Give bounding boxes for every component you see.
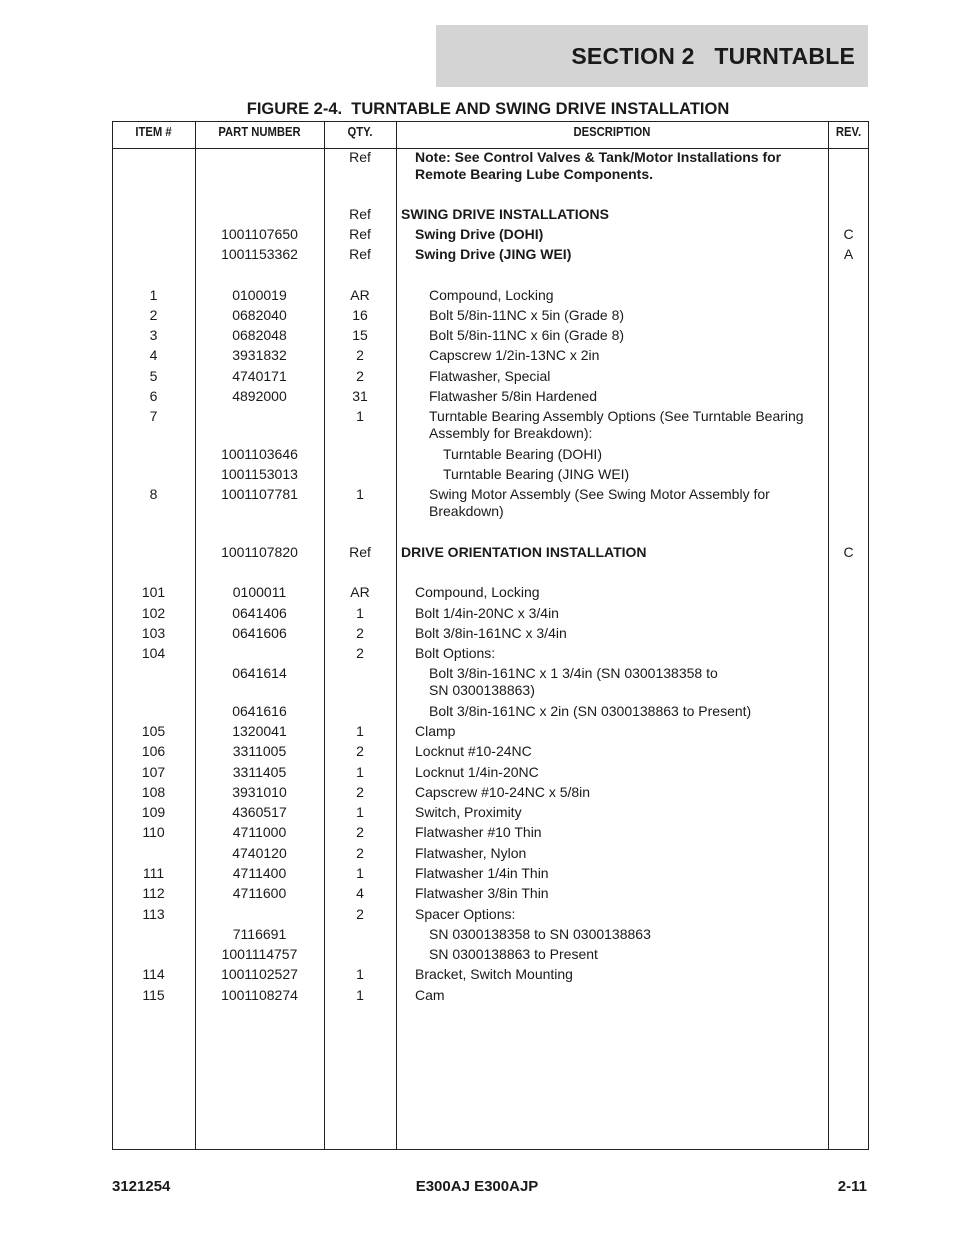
- item-number-cell: 3: [149, 327, 158, 343]
- figure-title: FIGURE 2-4. TURNTABLE AND SWING DRIVE INSTALLATION: [246, 100, 730, 118]
- rev-cell: A: [843, 246, 854, 262]
- part-number-cell: 0682048: [232, 327, 287, 343]
- qty-cell: 2: [356, 824, 364, 840]
- part-number-cell: 1001114757: [221, 946, 298, 962]
- description-cell: Flatwasher 3/8in Thin: [415, 885, 549, 901]
- column-header-part-number: PART NUMBER: [218, 125, 301, 139]
- description-cell: Bolt 5/8in-11NC x 6in (Grade 8): [429, 327, 625, 343]
- part-number-cell: 4711600: [232, 885, 287, 901]
- qty-cell: 31: [352, 388, 368, 404]
- part-number-cell: 1001153013: [221, 466, 298, 482]
- qty-cell: 16: [352, 307, 368, 323]
- rev-cell: C: [843, 226, 854, 242]
- qty-cell: Ref: [349, 226, 371, 242]
- column-divider: [396, 121, 397, 1150]
- qty-cell: 2: [356, 368, 364, 384]
- part-number-cell: 4740171: [232, 368, 287, 384]
- qty-cell: 2: [356, 845, 364, 861]
- item-number-cell: 101: [141, 584, 166, 600]
- item-number-cell: 7: [149, 408, 158, 424]
- item-number-cell: 108: [141, 784, 166, 800]
- qty-cell: Ref: [349, 246, 371, 262]
- description-cell: Spacer Options:: [415, 906, 516, 922]
- part-number-cell: 4892000: [232, 388, 287, 404]
- part-number-cell: 7116691: [232, 926, 287, 942]
- qty-cell: 2: [356, 347, 364, 363]
- part-number-cell: 1320041: [232, 723, 287, 739]
- part-number-cell: 0641406: [232, 605, 287, 621]
- qty-cell: 2: [356, 645, 364, 661]
- part-number-cell: 1001107781: [221, 486, 298, 502]
- column-header-description: DESCRIPTION: [573, 125, 651, 139]
- description-cell: DRIVE ORIENTATION INSTALLATION: [401, 544, 647, 560]
- column-header-qty: QTY.: [347, 125, 373, 139]
- description-cell: Switch, Proximity: [415, 804, 522, 820]
- rev-cell: C: [843, 544, 854, 560]
- item-number-cell: 106: [141, 743, 166, 759]
- qty-cell: AR: [350, 287, 370, 303]
- part-number-cell: 1001107650: [221, 226, 298, 242]
- column-header-item: ITEM #: [135, 125, 172, 139]
- part-number-cell: 1001107820: [221, 544, 298, 560]
- description-cell: Bolt 5/8in-11NC x 5in (Grade 8): [429, 307, 625, 323]
- footer-model: E300AJ E300AJP: [415, 1178, 539, 1195]
- description-cell: SN 0300138863 to Present: [429, 946, 598, 962]
- part-number-cell: 0641614: [232, 665, 287, 681]
- qty-cell: 1: [356, 764, 364, 780]
- qty-cell: 1: [356, 486, 364, 502]
- part-number-cell: 4711400: [232, 865, 287, 881]
- description-cell: Bolt 1/4in-20NC x 3/4in: [415, 605, 559, 621]
- description-cell: Clamp: [415, 723, 456, 739]
- part-number-cell: 4740120: [232, 845, 287, 861]
- item-number-cell: 112: [142, 885, 165, 901]
- item-number-cell: 107: [141, 764, 166, 780]
- column-header-rev: REV.: [835, 125, 862, 139]
- qty-cell: 1: [356, 723, 364, 739]
- description-cell: Cam: [415, 987, 445, 1003]
- section-header: [436, 25, 868, 87]
- qty-cell: 4: [356, 885, 364, 901]
- description-cell: Swing Motor Assembly (See Swing Motor Assembly for Breakdown): [429, 486, 770, 519]
- qty-cell: 1: [356, 804, 364, 820]
- item-number-cell: 110: [142, 824, 165, 840]
- part-number-cell: 4360517: [232, 804, 287, 820]
- footer-doc-number: 3121254: [112, 1178, 171, 1195]
- description-cell: Bolt 3/8in-161NC x 1 3/4in (SN 0300138358 to SN 0300138863): [429, 665, 718, 698]
- description-cell: SN 0300138358 to SN 0300138863: [429, 926, 651, 942]
- description-cell: Compound, Locking: [429, 287, 554, 303]
- item-number-cell: 6: [149, 388, 158, 404]
- part-number-cell: 3311405: [232, 764, 287, 780]
- part-number-cell: 1001153362: [221, 246, 298, 262]
- part-number-cell: 3931010: [232, 784, 287, 800]
- item-number-cell: 1: [149, 287, 158, 303]
- description-cell: Locknut 1/4in-20NC: [415, 764, 539, 780]
- part-number-cell: 1001108274: [221, 987, 298, 1003]
- item-number-cell: 104: [141, 645, 166, 661]
- part-number-cell: 3311005: [232, 743, 287, 759]
- item-number-cell: 8: [149, 486, 158, 502]
- item-number-cell: 111: [142, 865, 165, 881]
- description-cell: Compound, Locking: [415, 584, 540, 600]
- description-cell: Flatwasher #10 Thin: [415, 824, 542, 840]
- item-number-cell: 115: [142, 987, 165, 1003]
- qty-cell: 1: [356, 865, 364, 881]
- description-cell: Bracket, Switch Mounting: [415, 966, 573, 982]
- qty-cell: 2: [356, 625, 364, 641]
- item-number-cell: 109: [141, 804, 166, 820]
- description-cell: Swing Drive (DOHI): [415, 226, 544, 242]
- description-cell: Turntable Bearing Assembly Options (See Turntable Bearing Assembly for Breakdown):: [429, 408, 804, 441]
- description-cell: Bolt 3/8in-161NC x 2in (SN 0300138863 to Present): [429, 703, 752, 719]
- qty-cell: 1: [356, 605, 364, 621]
- description-cell: Bolt Options:: [415, 645, 496, 661]
- qty-cell: 1: [356, 966, 364, 982]
- part-number-cell: 0641616: [232, 703, 287, 719]
- description-cell: Flatwasher 5/8in Hardened: [429, 388, 598, 404]
- description-cell: Bolt 3/8in-161NC x 3/4in: [415, 625, 567, 641]
- part-number-cell: 1001103646: [221, 446, 298, 462]
- description-cell: Turntable Bearing (DOHI): [443, 446, 602, 462]
- qty-cell: 1: [356, 408, 364, 424]
- qty-cell: 2: [356, 743, 364, 759]
- description-cell: Flatwasher, Nylon: [415, 845, 527, 861]
- item-number-cell: 102: [141, 605, 166, 621]
- footer-page-number: 2-11: [837, 1178, 867, 1195]
- description-cell: Note: See Control Valves & Tank/Motor Installations for Remote Bearing Lube Components.: [415, 149, 782, 182]
- part-number-cell: 1001102527: [221, 966, 298, 982]
- qty-cell: 1: [356, 987, 364, 1003]
- part-number-cell: 0682040: [232, 307, 287, 323]
- part-number-cell: 0100011: [232, 584, 287, 600]
- item-number-cell: 103: [141, 625, 166, 641]
- part-number-cell: 3931832: [232, 347, 287, 363]
- description-cell: Flatwasher, Special: [429, 368, 551, 384]
- qty-cell: 2: [356, 784, 364, 800]
- qty-cell: Ref: [349, 206, 371, 222]
- item-number-cell: 2: [149, 307, 158, 323]
- item-number-cell: 105: [141, 723, 166, 739]
- item-number-cell: 5: [149, 368, 158, 384]
- description-cell: Capscrew 1/2in-13NC x 2in: [429, 347, 600, 363]
- qty-cell: AR: [350, 584, 370, 600]
- description-cell: SWING DRIVE INSTALLATIONS: [401, 206, 609, 222]
- item-number-cell: 4: [149, 347, 158, 363]
- description-cell: Locknut #10-24NC: [415, 743, 532, 759]
- item-number-cell: 113: [142, 906, 165, 922]
- part-number-cell: 0641606: [232, 625, 287, 641]
- item-number-cell: 114: [142, 966, 165, 982]
- qty-cell: Ref: [349, 544, 371, 560]
- part-number-cell: 0100019: [232, 287, 287, 303]
- qty-cell: Ref: [349, 149, 371, 165]
- section-title: SECTION 2 TURNTABLE: [571, 42, 855, 69]
- qty-cell: 2: [356, 906, 364, 922]
- part-number-cell: 4711000: [232, 824, 287, 840]
- description-cell: Capscrew #10-24NC x 5/8in: [415, 784, 591, 800]
- description-cell: Turntable Bearing (JING WEI): [443, 466, 630, 482]
- qty-cell: 15: [352, 327, 368, 343]
- description-cell: Swing Drive (JING WEI): [415, 246, 572, 262]
- description-cell: Flatwasher 1/4in Thin: [415, 865, 549, 881]
